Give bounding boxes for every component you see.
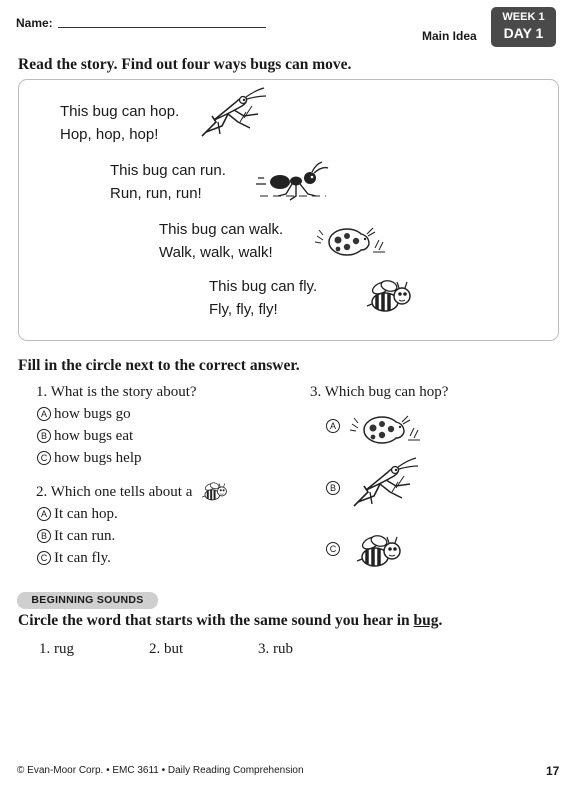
answer-bubble[interactable]: B [37,429,51,443]
story-line: Walk, walk, walk! [159,244,273,261]
question-1: 1. What is the story about? [36,384,197,400]
target-word: bug [413,612,439,629]
story-instruction: Read the story. Find out four ways bugs can move. [18,56,352,73]
q2-option-a[interactable]: A It can hop. [37,506,118,523]
q1-option-c[interactable]: C how bugs help [37,450,142,467]
story-stanza-walk [159,218,283,264]
ladybug-icon [360,414,410,446]
word-option-2[interactable]: 2. but [149,641,184,657]
ant-icon [266,166,336,202]
sounds-instruction: Circle the word that starts with the same sound you hear in bug. [18,612,443,629]
word-option-1[interactable]: 1. rug [39,641,74,657]
answer-bubble[interactable]: C [37,551,51,565]
q1-option-b[interactable]: B how bugs eat [37,428,133,445]
page-number: 17 [546,764,560,778]
story-stanza-run [110,159,226,205]
ladybug-icon [325,226,385,258]
week-day-badge [491,7,556,47]
story-line: This bug can run. [110,162,226,179]
story-line: Hop, hop, hop! [60,126,159,143]
name-write-line[interactable] [58,27,266,28]
answer-bubble[interactable]: A [326,419,340,433]
answer-instruction: Fill in the circle next to the correct answer. [18,357,300,374]
story-line: This bug can hop. [60,103,180,120]
skill-label: Main Idea [422,29,477,43]
bee-icon [369,282,415,316]
q1-option-a[interactable]: A how bugs go [37,406,131,423]
bee-icon [201,481,227,503]
day-label: DAY 1 [503,25,544,41]
q3-option-c[interactable] [326,541,343,558]
q2-option-b[interactable]: B It can run. [37,528,115,545]
word-option-3[interactable]: 3. rub [258,641,293,657]
week-label: WEEK 1 [502,11,545,23]
story-line: Run, run, run! [110,185,202,202]
story-line: Fly, fly, fly! [209,301,278,318]
question-2: 2. Which one tells about a [36,484,193,500]
bee-icon [359,537,405,571]
q3-option-b[interactable] [326,480,343,497]
beginning-sounds-badge: BEGINNING SOUNDS [17,592,158,609]
story-stanza-hop [60,100,179,146]
story-stanza-fly [209,275,317,321]
answer-bubble[interactable]: A [37,407,51,421]
q3-option-a[interactable] [326,418,343,435]
grasshopper-icon [198,92,278,142]
answer-bubble[interactable]: C [37,451,51,465]
answer-bubble[interactable]: B [326,481,340,495]
q2-option-c[interactable]: C It can fly. [37,550,111,567]
grasshopper-icon [350,462,422,510]
name-label: Name: [16,16,53,30]
answer-bubble[interactable]: B [37,529,51,543]
answer-bubble[interactable]: C [326,542,340,556]
story-line: This bug can fly. [209,278,318,295]
story-line: This bug can walk. [159,221,284,238]
answer-bubble[interactable]: A [37,507,51,521]
footer-credit: © Evan-Moor Corp. • EMC 3611 • Daily Reading Comprehension [17,765,304,776]
question-3: 3. Which bug can hop? [310,384,449,400]
